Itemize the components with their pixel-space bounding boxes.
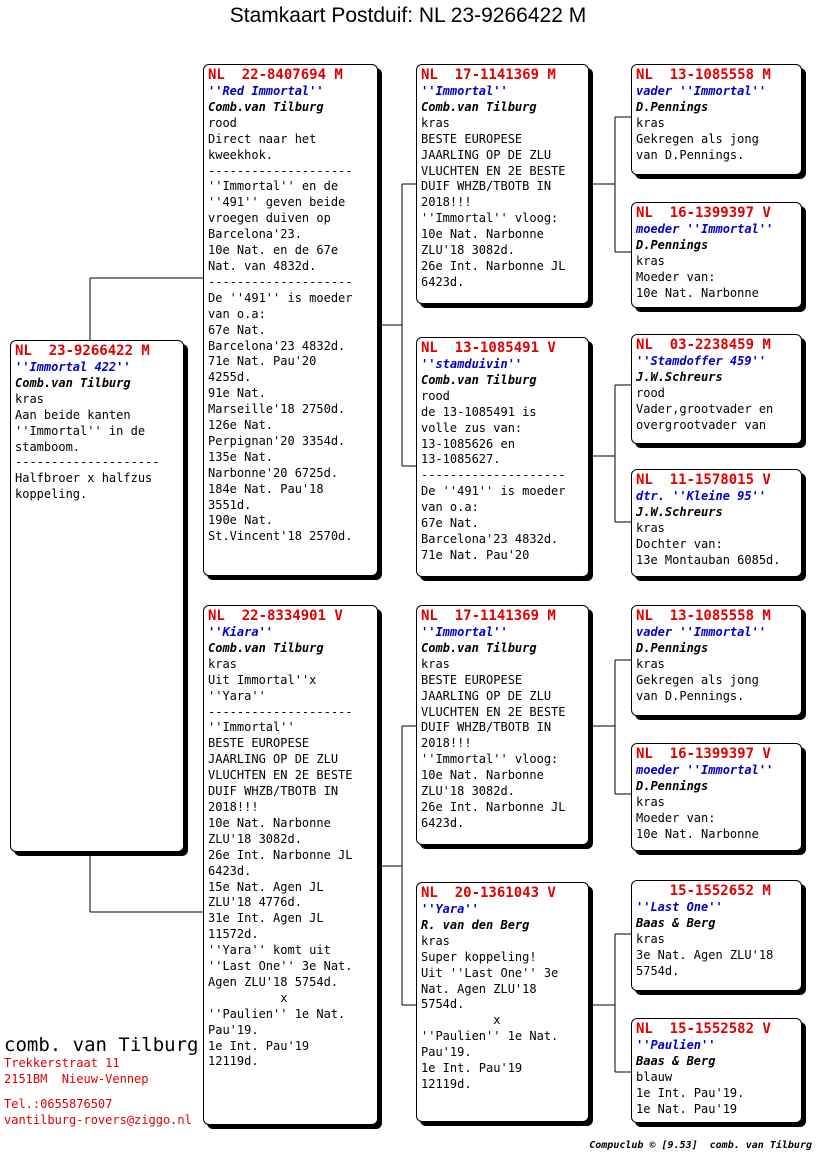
- breeder-name: Comb.van Tilburg: [421, 372, 537, 387]
- note-line: 10e Nat. Narbonne: [636, 826, 759, 841]
- breeder-name: Comb.van Tilburg: [421, 99, 537, 114]
- note-line: Vader,grootvader en: [636, 401, 774, 416]
- note-line: Gekregen als jong: [636, 672, 759, 687]
- note-line: --------------------: [421, 468, 566, 483]
- pigeon-name: ''Immortal 422'': [15, 360, 131, 374]
- pigeon-name: vader ''Immortal'': [636, 84, 767, 98]
- note-line: 1e Int. Pau'19: [208, 1038, 310, 1053]
- note-line: x: [208, 990, 288, 1005]
- pigeon-name: ''stamduivin'': [421, 357, 523, 371]
- pedigree-card-mmm: [631, 1018, 802, 1123]
- note-line: Pau'19.: [208, 1022, 259, 1037]
- note-line: Super koppeling!: [421, 949, 537, 964]
- pigeon-name: moeder ''Immortal'': [636, 763, 774, 777]
- breeder-name: D.Pennings: [636, 237, 709, 252]
- note-line: 135e Nat.: [208, 449, 274, 464]
- ring-number: NL 03-2238459 M: [636, 337, 771, 353]
- note-line: 71e Nat. Pau'20: [421, 547, 530, 562]
- note-line: de 13-1085491 is: [421, 404, 537, 419]
- ring-number: NL 16-1399397 V: [636, 205, 771, 221]
- note-line: JAARLING OP DE ZLU: [421, 147, 552, 162]
- note-line: ZLU'18 3082d.: [421, 243, 515, 258]
- breeder-name: Comb.van Tilburg: [208, 640, 324, 655]
- owner-email: vantilburg-rovers@ziggo.nl: [4, 1112, 192, 1127]
- ring-number: NL 20-1361043 V: [421, 885, 556, 901]
- pigeon-name: ''Stamdoffer 459'': [636, 354, 767, 368]
- note-line: 6423d.: [421, 815, 465, 830]
- note-line: JAARLING OP DE ZLU: [208, 752, 339, 767]
- pigeon-name: ''Immortal'': [421, 84, 508, 98]
- ring-number: NL 17-1141369 M: [421, 608, 556, 624]
- pigeon-color: kras: [421, 656, 450, 671]
- note-line: VLUCHTEN EN 2E BESTE: [421, 704, 566, 719]
- note-line: Barcelona'23.: [208, 227, 302, 242]
- card-notes: [636, 132, 797, 164]
- ring-number: NL 22-8334901 V: [208, 608, 343, 624]
- ring-number: NL 17-1141369 M: [421, 67, 556, 83]
- card-notes: [421, 405, 584, 564]
- owner-name: comb. van Tilburg: [4, 1034, 199, 1056]
- note-line: BESTE EUROPESE: [421, 672, 523, 687]
- note-line: ''Paulien'' 1e Nat.: [208, 1006, 346, 1021]
- note-line: Moeder van:: [636, 269, 716, 284]
- note-line: ZLU'18 3082d.: [421, 784, 515, 799]
- note-line: ''Immortal'' vloog:: [421, 211, 559, 226]
- note-line: DUIF WHZB/TBOTB IN: [421, 720, 552, 735]
- note-line: Nat. van 4832d.: [208, 258, 317, 273]
- ring-number: NL 13-1085558 M: [636, 67, 771, 83]
- breeder-name: J.W.Schreurs: [636, 504, 723, 519]
- note-line: ''Yara'' komt uit: [208, 943, 331, 958]
- pedigree-card-mff: [631, 605, 802, 716]
- ring-number: NL 15-1552582 V: [636, 1021, 771, 1037]
- pigeon-color: kras: [636, 931, 665, 946]
- ring-number: NL 23-9266422 M: [15, 343, 150, 359]
- note-line: ''Immortal'' vloog:: [421, 752, 559, 767]
- note-line: ZLU'18 4776d.: [208, 895, 302, 910]
- note-line: Halfbroer x halfzus: [15, 471, 153, 486]
- breeder-name: D.Pennings: [636, 99, 709, 114]
- note-line: koppeling.: [15, 487, 88, 502]
- card-notes: [208, 132, 373, 546]
- note-line: van D.Pennings.: [636, 688, 745, 703]
- note-line: Uit Immortal''x: [208, 672, 317, 687]
- note-line: 26e Int. Narbonne JL: [208, 847, 353, 862]
- card-notes: [636, 811, 797, 843]
- pigeon-name: ''Paulien'': [636, 1038, 716, 1052]
- pigeon-name: ''Last One'': [636, 900, 723, 914]
- note-line: --------------------: [208, 704, 353, 719]
- breeder-name: D.Pennings: [636, 778, 709, 793]
- pigeon-color: kras: [208, 656, 237, 671]
- ring-number: NL 13-1085558 M: [636, 608, 771, 624]
- ring-number: NL 22-8407694 M: [208, 67, 343, 83]
- note-line: 6423d.: [208, 863, 252, 878]
- note-line: Agen ZLU'18 5754d.: [208, 974, 339, 989]
- note-line: ''Last One'' 3e Nat.: [208, 959, 353, 974]
- note-line: Barcelona'23 4832d.: [208, 338, 346, 353]
- note-line: 3551d.: [208, 497, 252, 512]
- pigeon-color: kras: [421, 115, 450, 130]
- note-line: Moeder van:: [636, 810, 716, 825]
- note-line: Nat. Agen ZLU'18: [421, 981, 537, 996]
- note-line: 12119d.: [208, 1054, 259, 1069]
- note-line: 10e Nat. Narbonne: [421, 227, 544, 242]
- note-line: 190e Nat.: [208, 513, 274, 528]
- note-line: 12119d.: [421, 1076, 472, 1091]
- note-line: 13e Montauban 6085d.: [636, 552, 781, 567]
- note-line: 5754d.: [421, 997, 465, 1012]
- footer-credit: Compuclub © [9.53] comb. van Tilburg: [589, 1140, 812, 1151]
- note-line: 13-1085626 en: [421, 436, 515, 451]
- note-line: VLUCHTEN EN 2E BESTE: [421, 163, 566, 178]
- card-notes: [636, 402, 797, 434]
- note-line: Perpignan'20 3354d.: [208, 433, 346, 448]
- note-line: 26e Int. Narbonne JL: [421, 258, 566, 273]
- note-line: 2018!!!: [421, 195, 472, 210]
- pedigree-card-mmf: [631, 880, 802, 991]
- breeder-name: Baas & Berg: [636, 915, 716, 930]
- page-title: Stamkaart Postduif: NL 23-9266422 M: [229, 4, 587, 27]
- pedigree-card-mm: [416, 882, 589, 1122]
- note-line: ''Immortal'' en de: [208, 179, 339, 194]
- ring-number: NL 13-1085491 V: [421, 340, 556, 356]
- pigeon-color: kras: [421, 933, 450, 948]
- card-notes: [15, 408, 179, 503]
- pedigree-card-fm: [416, 337, 589, 577]
- note-line: x: [421, 1013, 501, 1028]
- note-line: van o.a:: [208, 306, 266, 321]
- pedigree-card-mother: [203, 605, 378, 1125]
- pigeon-color: rood: [208, 115, 237, 130]
- breeder-name: Baas & Berg: [636, 1053, 716, 1068]
- breeder-name: J.W.Schreurs: [636, 369, 723, 384]
- note-line: overgrootvader van: [636, 417, 767, 432]
- card-notes: [421, 950, 584, 1093]
- note-line: BESTE EUROPESE: [421, 131, 523, 146]
- note-line: 184e Nat. Pau'18: [208, 481, 324, 496]
- note-line: 13-1085627.: [421, 452, 501, 467]
- spacer: [4, 1087, 198, 1097]
- note-line: 10e Nat. en de 67e: [208, 243, 339, 258]
- pigeon-name: ''Immortal'': [421, 625, 508, 639]
- pigeon-color: rood: [421, 388, 450, 403]
- note-line: 1e Int. Pau'19.: [636, 1085, 745, 1100]
- note-line: Gekregen als jong: [636, 131, 759, 146]
- note-line: stamboom.: [15, 439, 81, 454]
- breeder-name: Comb.van Tilburg: [15, 375, 131, 390]
- pedigree-card-fff: [631, 64, 802, 175]
- owner-address-city: 2151BM Nieuw-Vennep: [4, 1071, 149, 1086]
- note-line: ''491'' geven beide: [208, 195, 346, 210]
- pedigree-card-fmm: [631, 469, 802, 577]
- note-line: Dochter van:: [636, 536, 723, 551]
- note-line: Direct naar het: [208, 131, 317, 146]
- note-line: 31e Int. Agen JL: [208, 911, 324, 926]
- note-line: --------------------: [15, 455, 160, 470]
- ring-number: 15-1552652 M: [636, 883, 771, 899]
- note-line: vroegen duiven op: [208, 211, 331, 226]
- note-line: --------------------: [208, 274, 353, 289]
- ring-number: NL 11-1578015 V: [636, 472, 771, 488]
- note-line: De ''491'' is moeder: [208, 290, 353, 305]
- card-notes: [421, 673, 584, 832]
- note-line: 26e Int. Narbonne JL: [421, 799, 566, 814]
- note-line: Aan beide kanten: [15, 407, 131, 422]
- note-line: 67e Nat.: [208, 322, 266, 337]
- note-line: 11572d.: [208, 927, 259, 942]
- pigeon-color: kras: [636, 520, 665, 535]
- note-line: ''Paulien'' 1e Nat.: [421, 1029, 559, 1044]
- pigeon-color: kras: [636, 115, 665, 130]
- pigeon-name: ''Kiara'': [208, 625, 274, 639]
- card-notes: [636, 673, 797, 705]
- pigeon-color: kras: [636, 253, 665, 268]
- note-line: 2018!!!: [421, 736, 472, 751]
- pedigree-card-fmf: [631, 334, 802, 444]
- note-line: Barcelona'23 4832d.: [421, 531, 559, 546]
- breeder-name: Comb.van Tilburg: [208, 99, 324, 114]
- pedigree-card-mf: [416, 605, 589, 845]
- note-line: DUIF WHZB/TBOTB IN: [208, 784, 339, 799]
- pigeon-name: moeder ''Immortal'': [636, 222, 774, 236]
- note-line: ''Immortal'': [208, 720, 295, 735]
- note-line: 71e Nat. Pau'20: [208, 354, 317, 369]
- note-line: 10e Nat. Narbonne: [636, 285, 759, 300]
- note-line: Narbonne'20 6725d.: [208, 465, 339, 480]
- note-line: 3e Nat. Agen ZLU'18: [636, 947, 774, 962]
- pigeon-name: vader ''Immortal'': [636, 625, 767, 639]
- pigeon-name: ''Red Immortal'': [208, 84, 324, 98]
- card-notes: [421, 132, 584, 291]
- pigeon-name: dtr. ''Kleine 95'': [636, 489, 767, 503]
- breeder-name: Comb.van Tilburg: [421, 640, 537, 655]
- note-line: ''Immortal'' in de: [15, 423, 146, 438]
- card-notes: [636, 270, 797, 302]
- pigeon-color: kras: [15, 391, 44, 406]
- pedigree-card-ffm: [631, 202, 802, 308]
- note-line: 4255d.: [208, 370, 252, 385]
- pigeon-color: rood: [636, 385, 665, 400]
- note-line: 91e Nat.: [208, 386, 266, 401]
- owner-phone: Tel.:0655876507: [4, 1097, 113, 1111]
- note-line: kweekhok.: [208, 147, 274, 162]
- note-line: volle zus van:: [421, 420, 523, 435]
- card-notes: [636, 537, 797, 569]
- note-line: 67e Nat.: [421, 516, 479, 531]
- owner-contact-block: [4, 1034, 198, 1128]
- note-line: VLUCHTEN EN 2E BESTE: [208, 768, 353, 783]
- pigeon-name: ''Yara'': [421, 902, 479, 916]
- note-line: van D.Pennings.: [636, 147, 745, 162]
- note-line: 10e Nat. Narbonne: [421, 768, 544, 783]
- note-line: 5754d.: [636, 963, 680, 978]
- card-notes: [636, 948, 797, 980]
- note-line: De ''491'' is moeder: [421, 484, 566, 499]
- note-line: 126e Nat.: [208, 418, 274, 433]
- breeder-name: D.Pennings: [636, 640, 709, 655]
- note-line: Pau'19.: [421, 1045, 472, 1060]
- pedigree-card-mfm: [631, 743, 802, 851]
- note-line: 1e Int. Pau'19: [421, 1061, 523, 1076]
- note-line: JAARLING OP DE ZLU: [421, 688, 552, 703]
- card-notes: [636, 1086, 797, 1118]
- note-line: 15e Nat. Agen JL: [208, 879, 324, 894]
- pedigree-card-ff: [416, 64, 589, 304]
- breeder-name: R. van den Berg: [421, 917, 530, 932]
- note-line: ZLU'18 3082d.: [208, 831, 302, 846]
- note-line: 1e Nat. Pau'19: [636, 1101, 738, 1116]
- pigeon-color: kras: [636, 794, 665, 809]
- note-line: van o.a:: [421, 500, 479, 515]
- card-notes: [208, 673, 373, 1071]
- note-line: Uit ''Last One'' 3e: [421, 965, 559, 980]
- note-line: 6423d.: [421, 274, 465, 289]
- note-line: Marseille'18 2750d.: [208, 402, 346, 417]
- pedigree-card-father: [203, 64, 378, 576]
- pedigree-card-subject: [10, 340, 184, 852]
- note-line: --------------------: [208, 163, 353, 178]
- note-line: DUIF WHZB/TBOTB IN: [421, 179, 552, 194]
- note-line: ''Yara'': [208, 688, 266, 703]
- owner-address-street: Trekkerstraat 11: [4, 1056, 120, 1070]
- note-line: 10e Nat. Narbonne: [208, 815, 331, 830]
- note-line: BESTE EUROPESE: [208, 736, 310, 751]
- note-line: 2018!!!: [208, 799, 259, 814]
- ring-number: NL 16-1399397 V: [636, 746, 771, 762]
- pigeon-color: kras: [636, 656, 665, 671]
- pigeon-color: blauw: [636, 1069, 673, 1084]
- note-line: St.Vincent'18 2570d.: [208, 529, 353, 544]
